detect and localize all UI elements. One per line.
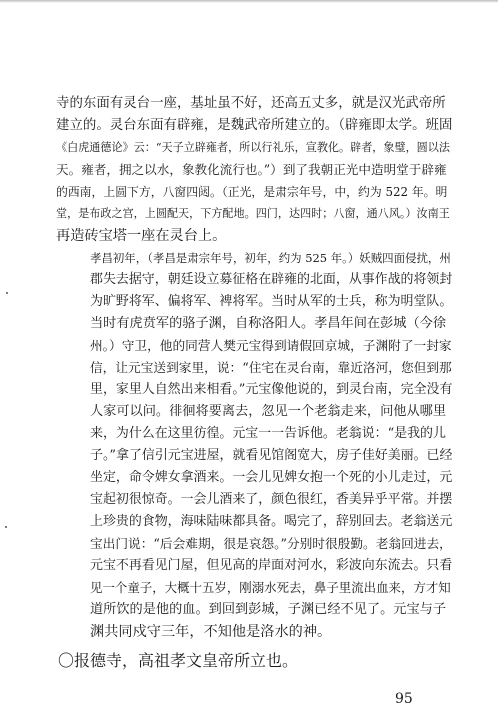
text-line: 的西南，上圆下方，八窗四闼。（正光，是肃宗年号，中，约为 522 年。明 (56, 185, 448, 199)
text-line: 为旷野将军、偏将军、裨将军。当时从军的士兵，称为明堂队。 (90, 294, 453, 309)
text-line: 见一个童子，大概十五岁，刚溺水死去，鼻子里流出血来，方才知 (90, 580, 451, 595)
text-line: 建立的。灵台东面有辟雍，是魏武帝所建立的。（辟雍即太学。班固 (56, 118, 453, 133)
text-line: 宝出门说：“后会难期，很是哀怨。”分别时很殷勤。老翁回进去， (90, 536, 452, 551)
text-line: 子。”拿了信引元宝进屋，就看见馆阁宽大，房子佳好美丽。已经 (90, 448, 453, 463)
text-line: 道所饮的是他的血。到回到彭城，子渊已经不见了。元宝与子 (90, 602, 447, 617)
text-line: 州。）守卫，他的同营人樊元宝得到请假回京城，子渊附了一封家 (90, 338, 452, 353)
text-line: 里，家里人自然出来相看。”元宝像他说的，到灵台南，完全没有 (90, 382, 453, 397)
text-line: 孝昌初年，（孝昌是肃宗年号，初年，约为 525 年。）妖贼四面侵扰，州 (90, 251, 451, 265)
text-line: 郡失去据守，朝廷设立募征格在辟雍的北面，从事作战的将领封 (90, 272, 453, 287)
text-line: 渊共同戍守三年，不知他是洛水的神。 (90, 624, 332, 640)
text-line: 上珍贵的食物，海味陆味都具备。喝完了，辞别回去。老翁送元 (90, 514, 453, 529)
text-line: 《白虎通德论》云：“天子立辟雍者，所以行礼乐，宣教化。辟者，象璧，圆以法 (56, 141, 450, 154)
section-heading: 〇报德寺，高祖孝文皇帝所立也。 (58, 651, 299, 670)
text-line: 堂，是布政之宫，上圆配天，下方配地。四门，达四时；八窗，通八风。）汝南王 (56, 207, 450, 220)
page-number: 95 (395, 691, 413, 707)
text-line: 再造砖宝塔一座在灵台上。 (56, 228, 227, 244)
text-line: 当时有虎贲军的骆子渊，自称洛阳人。孝昌年间在彭城（今徐 (90, 316, 447, 331)
text-line: 宝起初很惊奇。一会儿酒来了，颜色很红，香美异乎平常。并摆 (90, 492, 453, 507)
text-line: 寺的东面有灵台一座，基址虽不好，还高五丈多，就是汉光武帝所 (56, 96, 446, 111)
text-line: 信，让元宝送到家里，说：“住宅在灵台南，靠近洛河，您但到那 (90, 360, 452, 375)
text-line: 天。雍者，拥之以水，象教化流行也。”）到了我朝正光中造明堂于辟雍 (56, 162, 447, 177)
text-line: 人家可以问。徘徊将要离去，忽见一个老翁走来，问他从哪里 (90, 404, 447, 419)
text-line: 来，为什么在这里彷徨。元宝一一告诉他。老翁说：“是我的儿 (90, 426, 446, 441)
text-line: 坐定，命令婢女拿酒来。一会儿见婢女抱一个死的小儿走过，元 (90, 470, 453, 485)
text-line: 元宝不再看见门屋，但见高的岸面对河水，彩波向东流去。只看 (90, 558, 453, 573)
